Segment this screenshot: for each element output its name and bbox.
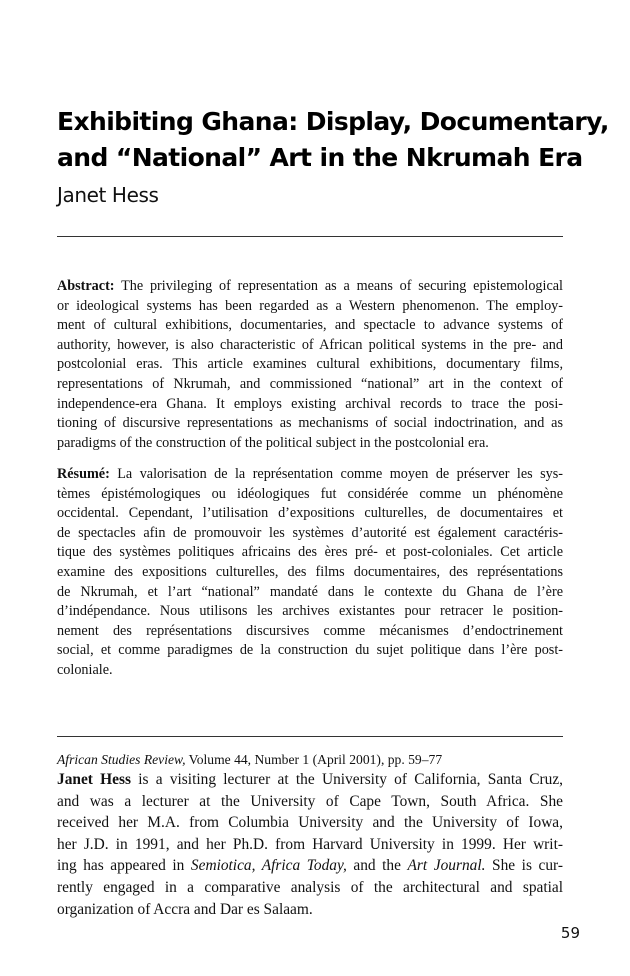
abstract-section xyxy=(57,277,563,453)
abstract-line: paradigms of the construction of the political subject in the postcolonial era. xyxy=(57,434,489,451)
bio-line: rently engaged in a comparative analysis of the architectural and spatial xyxy=(57,878,563,896)
bio-line: ing has appeared in Semiotica, Africa Today, and the Art Journal. She is cur- xyxy=(57,857,563,875)
header-divider xyxy=(57,236,563,237)
page-number: 59 xyxy=(560,924,580,942)
resume-line: de spectacles afin de promouvoir les systèmes d’autorité est également caractéris- xyxy=(57,524,563,541)
abstract-line: tioning of discursive representations as mechanisms of social indoctrination, and as xyxy=(57,415,563,432)
footer-divider xyxy=(57,736,563,737)
resume-line: tèmes épistémologiques ou idéologiques fut considérée comme un phénomène xyxy=(57,485,563,502)
publication-titles: Semiotica, Africa Today, xyxy=(190,857,347,875)
bio-line: organization of Accra and Dar es Salaam. xyxy=(57,900,313,918)
resume-line: occidental. Cependant, l’utilisation d’expositions culturelles, de documentaires et xyxy=(57,505,563,522)
resume-line: social, et comme paradigmes de la construction du sujet politique dans l’ère post- xyxy=(57,642,563,659)
resume-line: coloniale. xyxy=(57,661,113,678)
bio-line: received her M.A. from Columbia University and the University of Iowa, xyxy=(57,814,563,832)
bio-line: Janet Hess is a visiting lecturer at the University of California, Santa Cruz, xyxy=(57,771,563,788)
abstract-line: ment of cultural exhibitions, documentaries, and spectacle to advance systems of xyxy=(57,317,563,334)
bio-line: and was a lecturer at the University of Cape Town, South Africa. She xyxy=(57,792,563,810)
resume-section xyxy=(57,465,563,681)
journal-name: African Studies Review, xyxy=(57,752,186,767)
abstract-line: postcolonial eras. This article examines cultural exhibitions, documentary films, xyxy=(57,356,563,373)
abstract-line: or ideological systems has been regarded as a Western phenomenon. The employ- xyxy=(57,297,563,314)
article-title-line-1: Exhibiting Ghana: Display, Documentary, xyxy=(57,107,609,136)
citation-details: Volume 44, Number 1 (April 2001), pp. 59–77 xyxy=(185,752,443,767)
resume-line: de Nkrumah, et l’art “national” mandaté dans le contexte du Ghana de l’ère xyxy=(57,583,563,600)
bio-author-name: Janet Hess xyxy=(57,771,131,788)
resume-line: tique des systèmes politiques africains des ères pré- et post-coloniales. Cet article xyxy=(57,544,563,561)
resume-label: Résumé: xyxy=(57,466,110,482)
resume-line: nement des représentations discursives comme mécanismes d’endoctrinement xyxy=(57,622,563,639)
article-title-line-2: and “National” Art in the Nkrumah Era xyxy=(57,143,583,172)
article-title xyxy=(57,104,609,176)
abstract-line: representations of Nkrumah, and commissioned “national” art in the context of xyxy=(57,375,563,392)
abstract-line: Abstract: The privileging of representation as a means of securing epistemological xyxy=(57,278,563,294)
journal-citation xyxy=(57,751,563,769)
resume-line: examine des expositions culturelles, des films documentaires, des représentations xyxy=(57,563,563,580)
resume-line: d’indépendance. Nous utilisons les archives existantes pour retracer le position- xyxy=(57,603,563,620)
article-author: Janet Hess xyxy=(57,183,159,207)
resume-line: Résumé: La valorisation de la représentation comme moyen de préserver les sys- xyxy=(57,466,563,482)
publication-title-art-journal: Art Journal. xyxy=(407,857,486,875)
author-bio xyxy=(57,769,563,920)
bio-line: her J.D. in 1991, and her Ph.D. from Harvard University in 1999. Her writ- xyxy=(57,835,563,853)
abstract-line: authority, however, is also characteristic of African political systems in the pre- and xyxy=(57,336,563,353)
abstract-line: independence-era Ghana. It employs existing archival records to trace the posi- xyxy=(57,395,563,412)
abstract-label: Abstract: xyxy=(57,278,115,294)
